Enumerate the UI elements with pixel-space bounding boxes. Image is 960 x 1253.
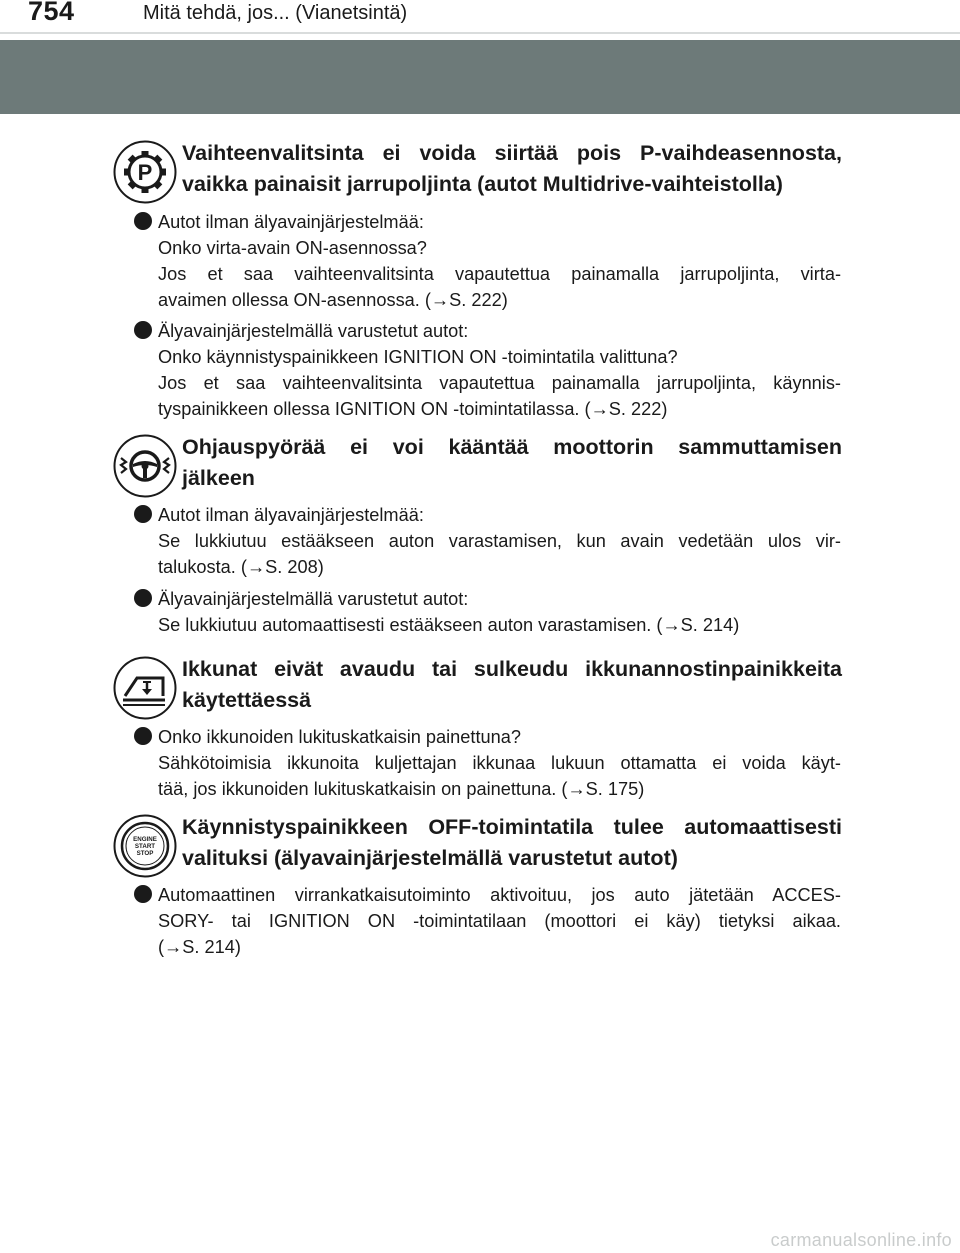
text-line: tää, jos ikkunoiden lukituskatkaisin on painettuna. (→S. 175) xyxy=(158,779,645,799)
text-line: Onko ikkunoiden lukituskatkaisin painettuna? xyxy=(158,727,521,747)
text-line: (→S. 214) xyxy=(158,937,241,957)
power-window-icon xyxy=(113,656,177,720)
park-gear-icon xyxy=(113,140,177,204)
text-line: Älyavainjärjestelmällä varustetut autot: xyxy=(158,321,469,341)
text-line: Automaattinen virrankatkaisutoiminto aktivoituu, jos auto jätetään ACCES- xyxy=(158,885,841,905)
text-line: Onko virta-avain ON-asennossa? xyxy=(158,238,427,258)
text-line: Sähkötoimisia ikkunoita kuljettajan ikkunaa lukuun ottamatta ei voida käyt- xyxy=(158,753,841,773)
title-line: Käynnistyspainikkeen OFF-toimintatila tulee automaattisesti xyxy=(182,815,842,839)
bullet-icon xyxy=(134,727,152,745)
text-line: tyspainikkeen ollessa IGNITION ON -toimintatilassa. (→S. 222) xyxy=(158,399,668,419)
title-line: vaikka painaisit jarrupoljinta (autot Multidrive-vaihteistolla) xyxy=(182,172,783,196)
text-line: Onko käynnistyspainikkeen IGNITION ON -toimintatila valittuna? xyxy=(158,347,678,367)
title-line: käytettäessä xyxy=(182,688,312,712)
icon-label: ENGINE xyxy=(133,836,157,843)
header-divider xyxy=(0,32,960,34)
steering-wheel-icon xyxy=(113,434,177,498)
text-line: Se lukkiutuu estääkseen auton varastamisen, kun avain vedetään ulos vir- xyxy=(158,531,841,551)
icon-label: STOP xyxy=(136,850,154,857)
engine-start-stop-icon xyxy=(113,814,177,878)
text-line: SORY- tai IGNITION ON -toimintatilaan (moottori ei käy) tietyksi aikaa. xyxy=(158,911,841,931)
page-header xyxy=(0,0,960,32)
chapter-banner xyxy=(0,40,960,114)
text-line: Autot ilman älyavainjärjestelmää: xyxy=(158,212,424,232)
bullet-icon xyxy=(134,589,152,607)
text-line: Jos et saa vaihteenvalitsinta vapautettua painamalla jarrupoljinta, virta- xyxy=(158,264,841,284)
bullet-icon xyxy=(134,212,152,230)
title-line: valituksi (älyavainjärjestelmällä varustetut autot) xyxy=(182,846,678,870)
section-title xyxy=(182,812,842,874)
bullet-icon xyxy=(134,505,152,523)
text-line: talukosta. (→S. 208) xyxy=(158,557,324,577)
title-line: jälkeen xyxy=(182,466,255,490)
section-title xyxy=(182,654,842,716)
text-line: avaimen ollessa ON-asennossa. (→S. 222) xyxy=(158,290,508,310)
section-title xyxy=(182,138,842,200)
icon-label: START xyxy=(134,843,156,850)
section-title xyxy=(182,432,842,494)
title-line: Ohjauspyörää ei voi kääntää moottorin sammuttamisen xyxy=(182,435,842,459)
bullet-icon xyxy=(134,321,152,339)
text-line: Älyavainjärjestelmällä varustetut autot: xyxy=(158,589,469,609)
text-line: Jos et saa vaihteenvalitsinta vapautettua painamalla jarrupoljinta, käynnis- xyxy=(158,373,841,393)
page-number: 754 xyxy=(28,0,75,26)
text-line: Autot ilman älyavainjärjestelmää: xyxy=(158,505,424,525)
title-line: Vaihteenvalitsinta ei voida siirtää pois P-vaihdeasennosta, xyxy=(182,141,842,165)
text-line: Se lukkiutuu automaattisesti estääkseen auton varastamisen. (→S. 214) xyxy=(158,615,740,635)
footer-watermark: carmanualsonline.info xyxy=(770,1230,952,1250)
svg-text:P: P xyxy=(137,160,153,185)
page-title: Mitä tehdä, jos... (Vianetsintä) xyxy=(143,2,408,24)
title-line: Ikkunat eivät avaudu tai sulkeudu ikkunannostinpainikkeita xyxy=(182,657,842,681)
bullet-icon xyxy=(134,885,152,903)
